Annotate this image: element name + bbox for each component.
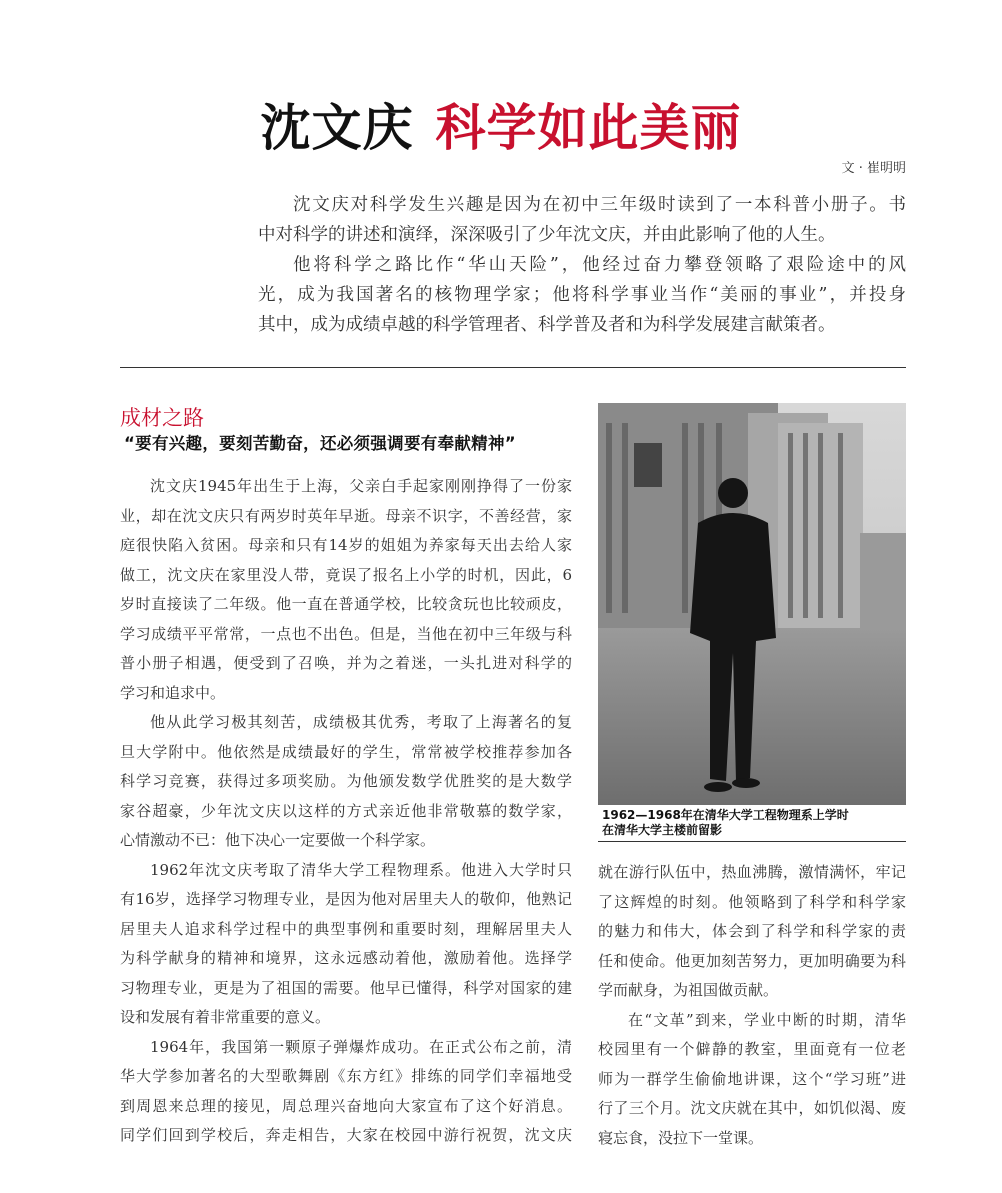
text-line: 沈文庆1945年出生于上海，父亲白手起家刚刚挣得了一份家 — [150, 477, 572, 495]
text-line: 业，却在沈文庆只有两岁时英年早逝。母亲不识字，不善经营，家 — [120, 506, 572, 525]
text-line: 中对科学的讲述和演绎，深深吸引了少年沈文庆，并由此影响了他的人生。 — [258, 225, 836, 245]
text-line: 沈文庆对科学发生兴趣是因为在初中三年级时读到了一本科普小册子。书 — [293, 195, 906, 215]
text-line: 就在游行队伍中，热血沸腾，激情满怀，牢记 — [598, 863, 906, 881]
text-line: 到周恩来总理的接见，周总理兴奋地向大家宣布了这个好消息。 — [120, 1096, 572, 1115]
text-line: 的魅力和伟大，体会到了科学和科学家的责 — [598, 922, 906, 940]
text-line: 寝忘食，没拉下一堂课。 — [598, 1128, 764, 1147]
text-line: 任和使命。他更加刻苦努力，更加明确要为科 — [598, 951, 906, 970]
text-line: 学习和追求中。 — [120, 683, 226, 702]
text-line: 庭很快陷入贫困。母亲和只有14岁的姐姐为养家每天出去给人家 — [120, 536, 572, 554]
article-title — [0, 88, 1002, 160]
text-line: 旦大学附中。他依然是成绩最好的学生，常常被学校推荐参加各 — [120, 742, 572, 761]
intro-paragraph — [258, 190, 906, 340]
text-line: 家谷超豪，少年沈文庆以这样的方式亲近他非常敬慕的数学家， — [120, 801, 572, 820]
portrait-photo — [598, 403, 906, 805]
text-line: 师为一群学生偷偷地讲课，这个“学习班”进 — [598, 1069, 906, 1088]
text-line: 为科学献身的精神和境界，这永远感动着他，激励着他。选择学 — [120, 949, 572, 967]
body-right-column — [598, 858, 906, 1153]
text-line: 有16岁，选择学习物理专业，是因为他对居里夫人的敬仰，他熟记 — [120, 890, 572, 908]
text-line: 1962年沈文庆考取了清华大学工程物理系。他进入大学时只 — [150, 860, 572, 879]
text-line: 了这辉煌的时刻。他领略到了科学和科学家 — [598, 892, 906, 911]
divider — [120, 367, 906, 368]
body-left-column — [120, 472, 572, 1151]
caption-line: 在清华大学主楼前留影 — [602, 823, 723, 837]
text-line: 校园里有一个僻静的教室，里面竟有一位老 — [598, 1040, 906, 1058]
text-line: 其中，成为成绩卓越的科学管理者、科学普及者和为科学发展建言献策者。 — [258, 315, 836, 335]
text-line: 在“文革”到来，学业中断的时期，清华 — [628, 1010, 906, 1029]
photo-caption — [602, 808, 849, 838]
text-line: 普小册子相遇，便受到了召唤，并为之着迷，一头扎进对科学的 — [120, 654, 572, 672]
text-line: 1964年，我国第一颗原子弹爆炸成功。在正式公布之前，清 — [150, 1037, 572, 1056]
text-line: 习物理专业，更是为了祖国的需要。他早已懂得，科学对国家的建 — [120, 978, 572, 997]
text-line: 居里夫人追求科学过程中的典型事例和重要时刻，理解居里夫人 — [120, 919, 572, 938]
text-line: 设和发展有着非常重要的意义。 — [120, 1008, 331, 1026]
text-line: 做工，沈文庆在家里没人带，竟误了报名上小学的时机，因此，6 — [120, 565, 572, 584]
caption-line: 1962—1968年在清华大学工程物理系上学时 — [602, 808, 849, 822]
text-line: 光，成为我国著名的核物理学家；他将科学事业当作“美丽的事业”，并投身 — [258, 285, 906, 305]
section-quote: “要有兴趣，要刻苦勤奋，还必须强调要有奉献精神” — [124, 434, 516, 453]
text-line: 行了三个月。沈文庆就在其中，如饥似渴、废 — [598, 1099, 906, 1117]
text-line: 他将科学之路比作“华山天险”，他经过奋力攀登领略了艰险途中的风 — [293, 255, 906, 275]
text-line: 心情激动不已：他下决心一定要做一个科学家。 — [120, 831, 436, 849]
title-subtitle: 科学如此美丽 — [435, 99, 742, 157]
text-line: 学而献身，为祖国做贡献。 — [598, 981, 779, 999]
caption-divider — [598, 841, 906, 842]
text-line: 岁时直接读了二年级。他一直在普通学校，比较贪玩也比较顽皮， — [120, 595, 572, 613]
section-title: 成材之路 — [120, 406, 204, 430]
title-name: 沈文庆 — [260, 99, 414, 157]
byline: 文 · 崔明明 — [841, 161, 906, 176]
text-line: 同学们回到学校后，奔走相告，大家在校园中游行祝贺，沈文庆 — [120, 1126, 572, 1144]
text-line: 他从此学习极其刻苦，成绩极其优秀，考取了上海著名的复 — [150, 713, 572, 731]
text-line: 学习成绩平平常常，一点也不出色。但是，当他在初中三年级与科 — [120, 624, 572, 643]
text-line: 科学习竞赛，获得过多项奖励。为他颁发数学优胜奖的是大数学 — [120, 772, 572, 790]
text-line: 华大学参加著名的大型歌舞剧《东方红》排练的同学们幸福地受 — [120, 1067, 572, 1085]
